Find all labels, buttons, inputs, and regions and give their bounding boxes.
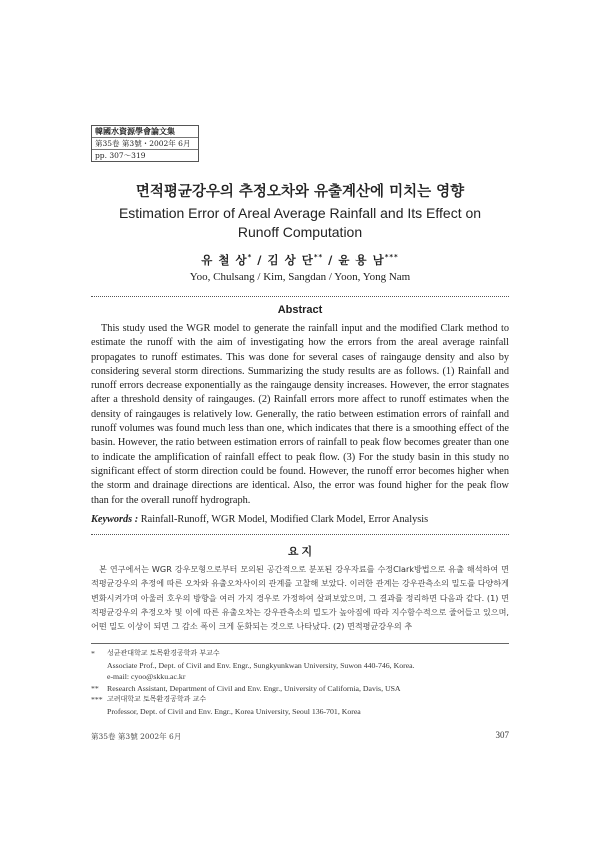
summary-heading: 요 지 <box>287 546 313 558</box>
footnote <box>91 648 509 683</box>
author-2-name: 김 상 단 <box>267 253 314 267</box>
footnote-korean: 성균관대학교 토목환경공학과 부교수 <box>107 649 220 657</box>
title-korean: 면적평균강우의 추정오차와 유출계산에 미치는 영향 <box>135 184 465 200</box>
author-3-mark: *** <box>384 253 399 262</box>
footnote-line: Research Assistant, Department of Civil and Env. Engr., University of California, Davis, USA <box>107 683 401 693</box>
footnote-mark: ** <box>91 683 99 693</box>
footnote-line: Professor, Dept. of Civil and Env. Engr., Korea University, Seoul 136-701, Korea <box>107 706 361 716</box>
page-number: 307 <box>495 730 509 740</box>
journal-name: 韓國水資源學會論文集 <box>92 126 198 138</box>
authors-english: Yoo, Chulsang / Kim, Sangdan / Yoon, Yong Nam <box>189 271 411 283</box>
footnote <box>91 683 509 695</box>
divider-dotted <box>91 534 509 535</box>
footnotes <box>91 648 509 717</box>
author-2-mark: ** <box>313 253 324 262</box>
journal-volume: 第35卷 第3號・2002年 6月 <box>92 138 198 150</box>
divider-dotted <box>91 296 509 297</box>
footnote-line: e-mail: cyoo@skku.ac.kr <box>107 672 186 681</box>
footnote-mark: * <box>91 649 95 658</box>
journal-pages: pp. 307～319 <box>95 151 146 160</box>
footer-issue: 第35卷 第3號 2002年 6月 <box>91 732 182 741</box>
footnote-korean: 고려대학교 토목환경공학과 교수 <box>107 695 207 703</box>
author-separator: / <box>323 253 339 267</box>
abstract-text: This study used the WGR model to generate the rainfall input and the modified Clark method to estimate the runoff with the aim of investigating how the errors from the areal average rainfall propagates to runoff estimates. This was done for several cases of raingauge density and also by considering several storm directions. Summarizing the study results are as follows. (1) Rainfall and runoff errors decrease exponentially as the raingauge density increases. However, the error stagnates after a threshold density of raingauges. (2) Rainfall errors more affect to runoff estimates when the density of raingauges is relatively low. Generally, the ratio between estimation errors of rainfall and runoff volumes was found much less than one, which indicates that there is a smoothing effect of the basin. However, the ratio between estimation errors of rainfall to peak flow becomes greater than one to indicate the amplification of rainfall effect to peak flow. (3) For the study basin in this study no significant effect of storm direction could be found. However, the runoff error becomes higher when the storm and drainage directions are identical. Also, the error was found higher for the peak flow than for the overall runoff hydrograph. <box>91 323 509 506</box>
author-separator: / <box>252 253 268 267</box>
author-1-mark: * <box>247 253 253 262</box>
author-3-name: 윤 용 남 <box>338 253 385 267</box>
footnote-line: Associate Prof., Dept. of Civil and Env. Engr., Sungkyunkwan University, Suwon 440-746, Korea. <box>107 660 415 670</box>
keywords <box>91 514 509 525</box>
journal-info-box <box>91 125 199 162</box>
summary-text: 본 연구에서는 WGR 강우모형으로부터 모의된 공간적으로 분포된 강우자료를 수정Clark방법으로 유출 해석하여 면적평균강우의 추정에 따른 오차와 유출오차사이의 관계를 고찰해 보았다. 이러한 관계는 강우관측소의 밀도를 다양하게 변화시켜가며 아울러 호우의 방향을 여러 가지 경우로 가정하여 살펴보았으며, 그 결과를 정리하면 다음과 같다. (1) 면적평균강우의 추정오차 및 이에 따른 유출오차는 강우관측소의 밀도가 높아짐에 따라 지수함수적으로 줄어들고 있으며, 어떤 밀도 이상이 되면 그 감소 폭이 크게 둔화되는 것으로 나타났다. (2) 면적평균강우의 추 <box>91 564 509 632</box>
footnote <box>91 694 509 717</box>
footnote-mark: *** <box>91 695 103 704</box>
title-english: Estimation Error of Areal Average Rainfall and Its Effect on Runoff Computation <box>118 205 482 240</box>
keywords-text: Rainfall-Runoff, WGR Model, Modified Clark Model, Error Analysis <box>140 514 429 525</box>
authors-korean <box>0 252 600 268</box>
abstract-heading: Abstract <box>277 304 323 316</box>
author-1-name: 유 철 상 <box>201 253 248 267</box>
keywords-label: Keywords : <box>91 514 139 525</box>
footnote-rule <box>91 643 509 644</box>
